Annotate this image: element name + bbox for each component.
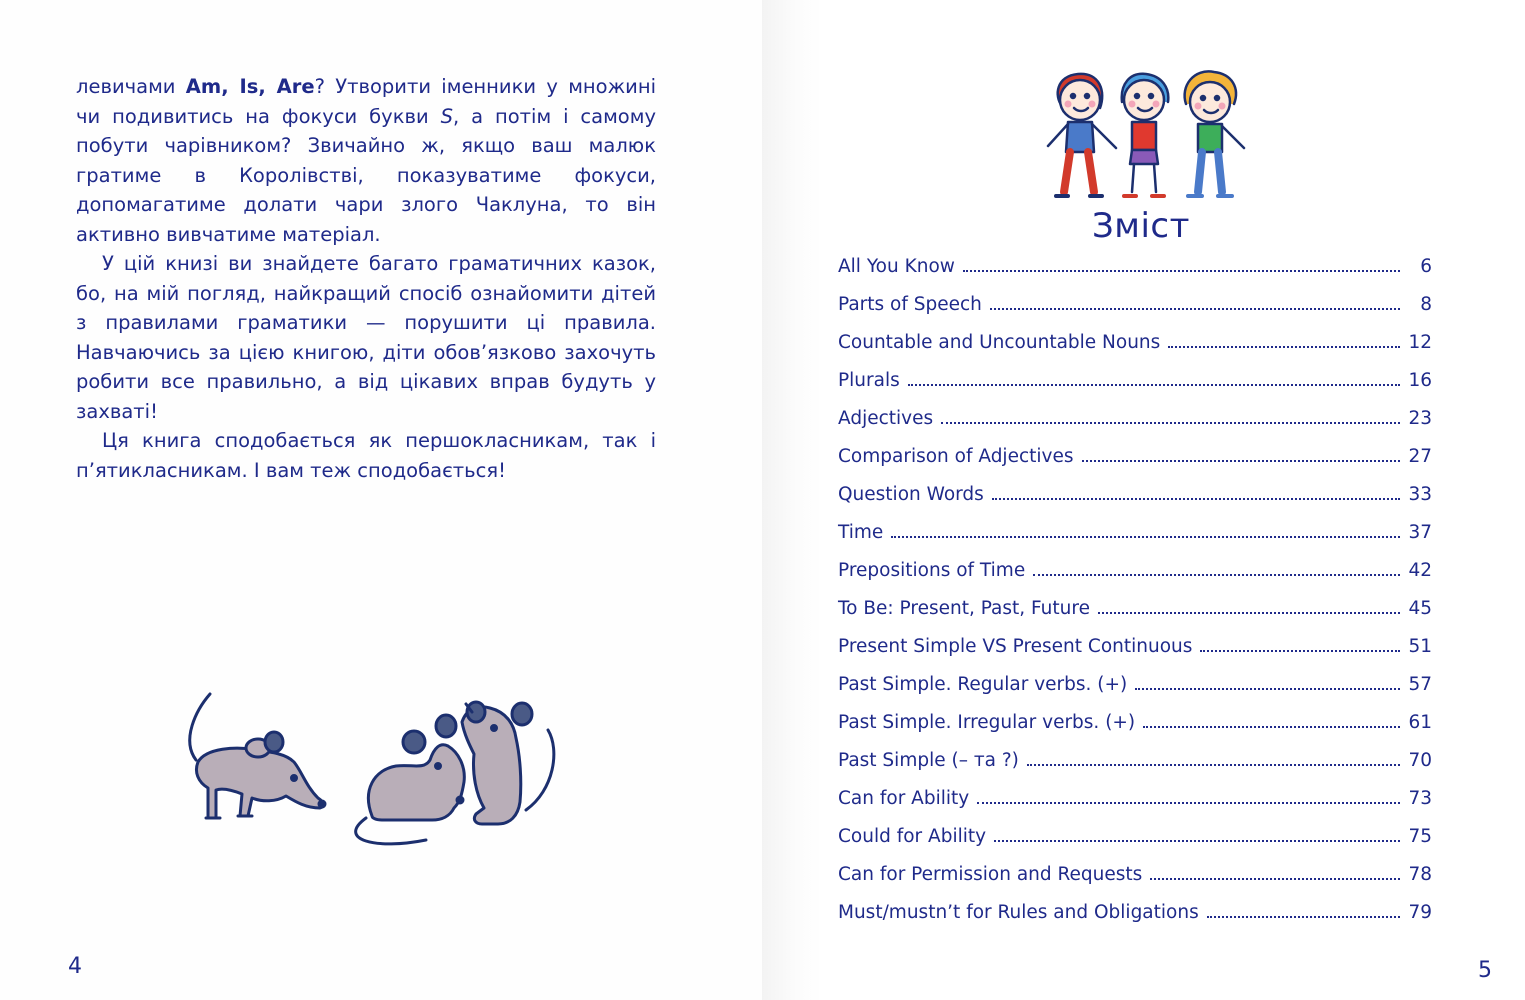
toc-entry xyxy=(838,864,1432,902)
toc-entry-page: 78 xyxy=(1408,864,1432,885)
page-number-left: 4 xyxy=(68,954,82,979)
toc-leader-dots xyxy=(1168,346,1400,348)
toc-leader-dots xyxy=(990,308,1400,310)
toc-leader-dots xyxy=(941,422,1400,424)
toc-entry-label: Plurals xyxy=(838,370,900,391)
toc-leader-dots xyxy=(1135,688,1400,690)
toc-leader-dots xyxy=(908,384,1400,386)
toc-entry-label: Past Simple (– та ?) xyxy=(838,750,1019,771)
toc-entry xyxy=(838,750,1432,788)
toc-entry xyxy=(838,484,1432,522)
toc-entry-page: 75 xyxy=(1408,826,1432,847)
toc-entry-label: Countable and Uncountable Nouns xyxy=(838,332,1161,353)
intro-paragraph-2: У цій книзі ви знайдете багато граматичних казок, бо, на мій погляд, найкращий спосіб ознайомити дітей з правилами граматики — порушити ці правила. Навчаючись за цією книгою, діти обов’язково захочуть робити все правильно, а від цікавих вправ будуть у захваті! xyxy=(76,252,656,423)
toc-entry-page: 61 xyxy=(1408,712,1432,733)
toc-entry xyxy=(838,788,1432,826)
toc-entry xyxy=(838,636,1432,674)
toc-entry-label: All You Know xyxy=(838,256,955,277)
mouse-walking-icon xyxy=(190,694,325,818)
toc-entry xyxy=(838,408,1432,446)
mouse-sitting-icon xyxy=(356,715,465,844)
kids-illustration xyxy=(1034,56,1256,206)
page-number-right: 5 xyxy=(1478,958,1492,983)
right-page xyxy=(762,0,1525,1000)
toc-entry-label: Adjectives xyxy=(838,408,934,429)
mouse-standing-icon xyxy=(462,702,554,824)
toc-entry-label: Past Simple. Regular verbs. (+) xyxy=(838,674,1128,695)
toc-entry-label: Must/mustn’t for Rules and Obligations xyxy=(838,902,1199,923)
boy-blue-hair-icon xyxy=(1122,74,1169,196)
toc-entry xyxy=(838,256,1432,294)
toc-entry-page: 23 xyxy=(1408,408,1432,429)
toc-entry-label: To Be: Present, Past, Future xyxy=(838,598,1090,619)
toc-entry-page: 45 xyxy=(1408,598,1432,619)
toc-entry-page: 8 xyxy=(1420,294,1432,315)
toc-leader-dots xyxy=(963,270,1400,272)
toc-entry-label: Comparison of Adjectives xyxy=(838,446,1074,467)
intro-text-fragment: левичами xyxy=(76,75,186,98)
intro-paragraph-1 xyxy=(76,72,656,249)
toc-entry-page: 6 xyxy=(1420,256,1432,277)
toc-entry xyxy=(838,598,1432,636)
toc-entry-page: 73 xyxy=(1408,788,1432,809)
toc-leader-dots xyxy=(1200,650,1400,652)
toc-leader-dots xyxy=(1143,726,1400,728)
toc-entry-label: Present Simple VS Present Continuous xyxy=(838,636,1193,657)
boy-yellow-hair-icon xyxy=(1185,71,1244,196)
toc-entry-page: 33 xyxy=(1408,484,1432,505)
toc-leader-dots xyxy=(1098,612,1400,614)
toc-entry-page: 79 xyxy=(1408,902,1432,923)
toc-leader-dots xyxy=(1082,460,1401,462)
boy-red-hair-icon xyxy=(1048,74,1116,196)
intro-text xyxy=(76,72,656,485)
toc-entry xyxy=(838,332,1432,370)
toc-leader-dots xyxy=(1027,764,1400,766)
toc-leader-dots xyxy=(1150,878,1400,880)
intro-text-fragment: Am, Is, Are xyxy=(185,75,315,98)
toc-leader-dots xyxy=(891,536,1400,538)
toc-entry-label: Past Simple. Irregular verbs. (+) xyxy=(838,712,1136,733)
toc-entry xyxy=(838,446,1432,484)
toc-entry-page: 70 xyxy=(1408,750,1432,771)
toc-entry-page: 27 xyxy=(1408,446,1432,467)
toc-entry-label: Parts of Speech xyxy=(838,294,982,315)
intro-text-fragment: S xyxy=(440,104,453,128)
toc-entry-label: Can for Ability xyxy=(838,788,970,809)
toc-leader-dots xyxy=(977,802,1400,804)
toc-leader-dots xyxy=(1207,916,1400,918)
toc-entry-page: 16 xyxy=(1408,370,1432,391)
toc-entry-page: 37 xyxy=(1408,522,1432,543)
toc-title: Зміст xyxy=(1092,206,1190,246)
table-of-contents xyxy=(838,256,1432,940)
toc-entry-label: Could for Ability xyxy=(838,826,987,847)
toc-entry-page: 42 xyxy=(1408,560,1432,581)
toc-entry-page: 57 xyxy=(1408,674,1432,695)
toc-entry-page: 51 xyxy=(1408,636,1432,657)
toc-entry xyxy=(838,902,1432,940)
toc-entry xyxy=(838,294,1432,332)
toc-entry xyxy=(838,674,1432,712)
intro-text-fragment: ? Утворити іменники у множині чи подивитись на фокуси букви xyxy=(76,75,656,128)
toc-entry-label: Can for Permission and Requests xyxy=(838,864,1143,885)
toc-entry xyxy=(838,826,1432,864)
intro-paragraph-3: Ця книга сподобається як першокласникам, так і п’ятикласникам. І вам теж сподобається! xyxy=(76,429,656,482)
toc-entry xyxy=(838,560,1432,598)
intro-text-fragment: , а потім і самому побути чарівником? Звичайно ж, якщо ваш малюк гратиме в Королівстві, показуватиме фокуси, допомагатиме долати чари злого Чаклуна, то він активно вивчатиме матеріал. xyxy=(76,104,656,246)
toc-entry xyxy=(838,370,1432,408)
toc-leader-dots xyxy=(992,498,1400,500)
toc-entry xyxy=(838,522,1432,560)
toc-entry-page: 12 xyxy=(1408,332,1432,353)
toc-entry-label: Time xyxy=(838,522,884,543)
toc-entry xyxy=(838,712,1432,750)
toc-entry-label: Prepositions of Time xyxy=(838,560,1026,581)
toc-entry-label: Question Words xyxy=(838,484,984,505)
mice-illustration xyxy=(176,690,576,850)
toc-leader-dots xyxy=(1033,574,1400,576)
left-page xyxy=(0,0,762,1000)
toc-leader-dots xyxy=(994,840,1400,842)
